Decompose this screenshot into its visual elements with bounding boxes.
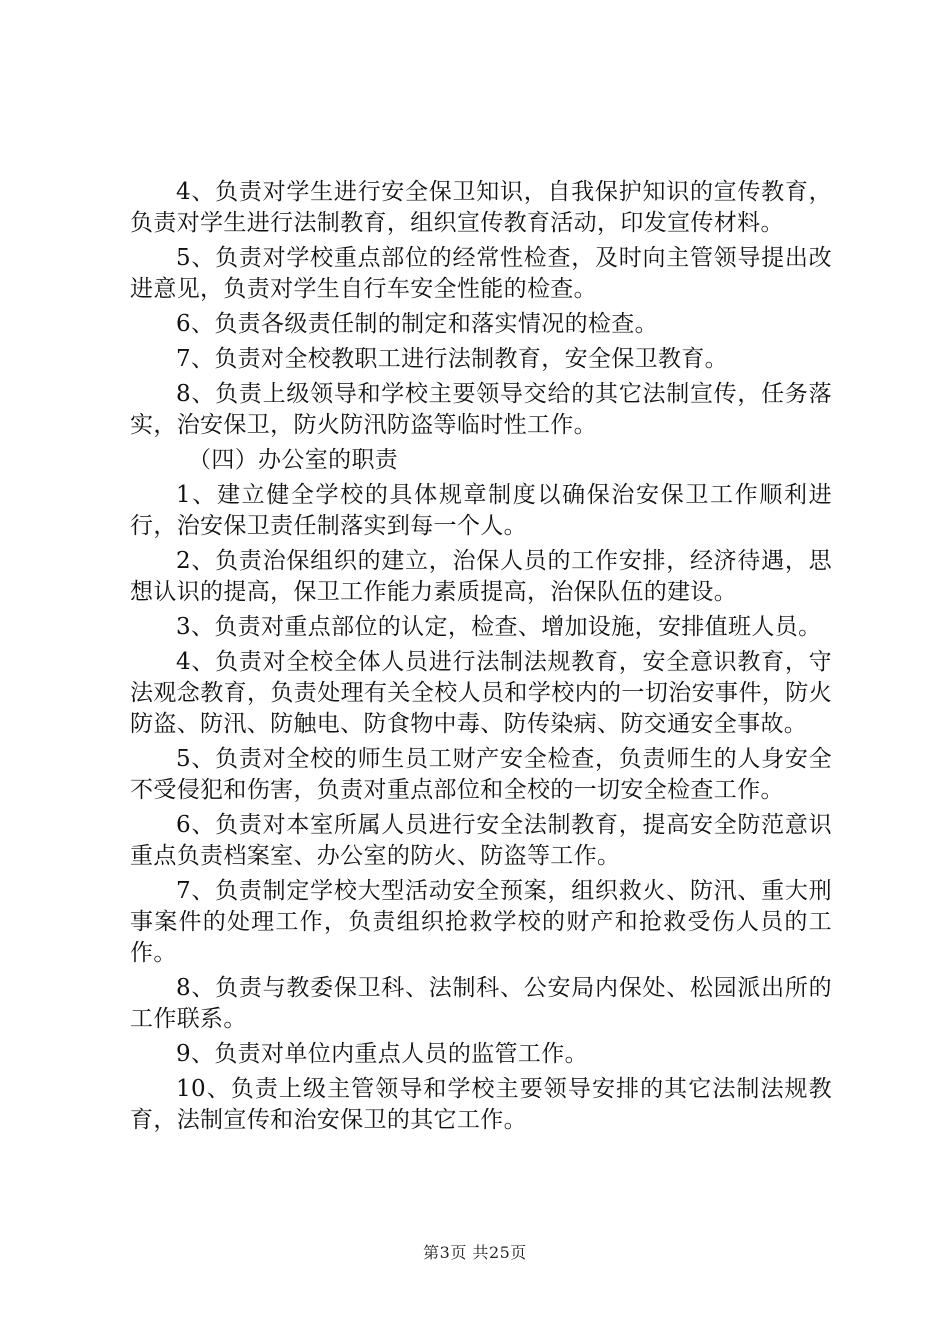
paragraph-office-7-emergency-plan: 7、负责制定学校大型活动安全预案，组织救火、防汛、重大刑事案件的处理工作，负责组织抢救学校的财产和抢救受伤人员的工作。 bbox=[130, 878, 832, 966]
document-body bbox=[130, 177, 832, 1140]
paragraph-office-3-key-sites: 3、负责对重点部位的认定，检查、增加设施，安排值班人员。 bbox=[176, 614, 822, 640]
paragraph-8-temporary-tasks: 8、负责上级领导和学校主要领导交给的其它法制宣传，任务落实，治安保卫，防火防汛防盗等临时性工作。 bbox=[130, 381, 832, 438]
paragraph-office-1-rules: 1、建立健全学校的具体规章制度以确保治安保卫工作顺利进行，治安保卫责任制落实到每一个人。 bbox=[130, 482, 832, 539]
paragraph-office-10-other-work: 10、负责上级主管领导和学校主要领导安排的其它法制法规教育，法制宣传和治安保卫的其它工作。 bbox=[130, 1076, 832, 1133]
paragraph-4-safety-education: 4、负责对学生进行安全保卫知识，自我保护知识的宣传教育，负责对学生进行法制教育，组织宣传教育活动，印发宣传材料。 bbox=[130, 179, 832, 236]
paragraph-6-responsibility-check: 6、负责各级责任制的制定和落实情况的检查。 bbox=[176, 311, 658, 337]
paragraph-7-staff-legal-education: 7、负责对全校教职工进行法制教育，安全保卫教育。 bbox=[176, 346, 729, 372]
paragraph-office-6-archive-safety: 6、负责对本室所属人员进行安全法制教育，提高安全防范意识重点负责档案室、办公室的防火、防盗等工作。 bbox=[130, 812, 832, 869]
paragraph-office-2-security-team: 2、负责治保组织的建立，治保人员的工作安排，经济待遇，思想认识的提高，保卫工作能力素质提高，治保队伍的建设。 bbox=[130, 548, 832, 605]
paragraph-office-4-law-education: 4、负责对全校全体人员进行法制法规教育，安全意识教育，守法观念教育，负责处理有关全校人员和学校内的一切治安事件，防火防盗、防汛、防触电、防食物中毒、防传染病、防交通安全事故。 bbox=[130, 649, 832, 737]
paragraph-5-key-site-inspection: 5、负责对学校重点部位的经常性检查，及时向主管领导提出改进意见，负责对学生自行车安全性能的检查。 bbox=[130, 245, 832, 302]
page-number-footer: 第3页 共25页 bbox=[423, 1243, 527, 1262]
paragraph-office-9-supervision: 9、负责对单位内重点人员的监管工作。 bbox=[176, 1041, 588, 1067]
section-heading-office-duties: （四）办公室的职责 bbox=[188, 447, 399, 473]
paragraph-office-8-liaison: 8、负责与教委保卫科、法制科、公安局内保处、松园派出所的工作联系。 bbox=[130, 975, 832, 1032]
paragraph-office-5-property-safety: 5、负责对全校的师生员工财产安全检查，负责师生的人身安全不受侵犯和伤害，负责对重点部位和全校的一切安全检查工作。 bbox=[130, 746, 832, 803]
